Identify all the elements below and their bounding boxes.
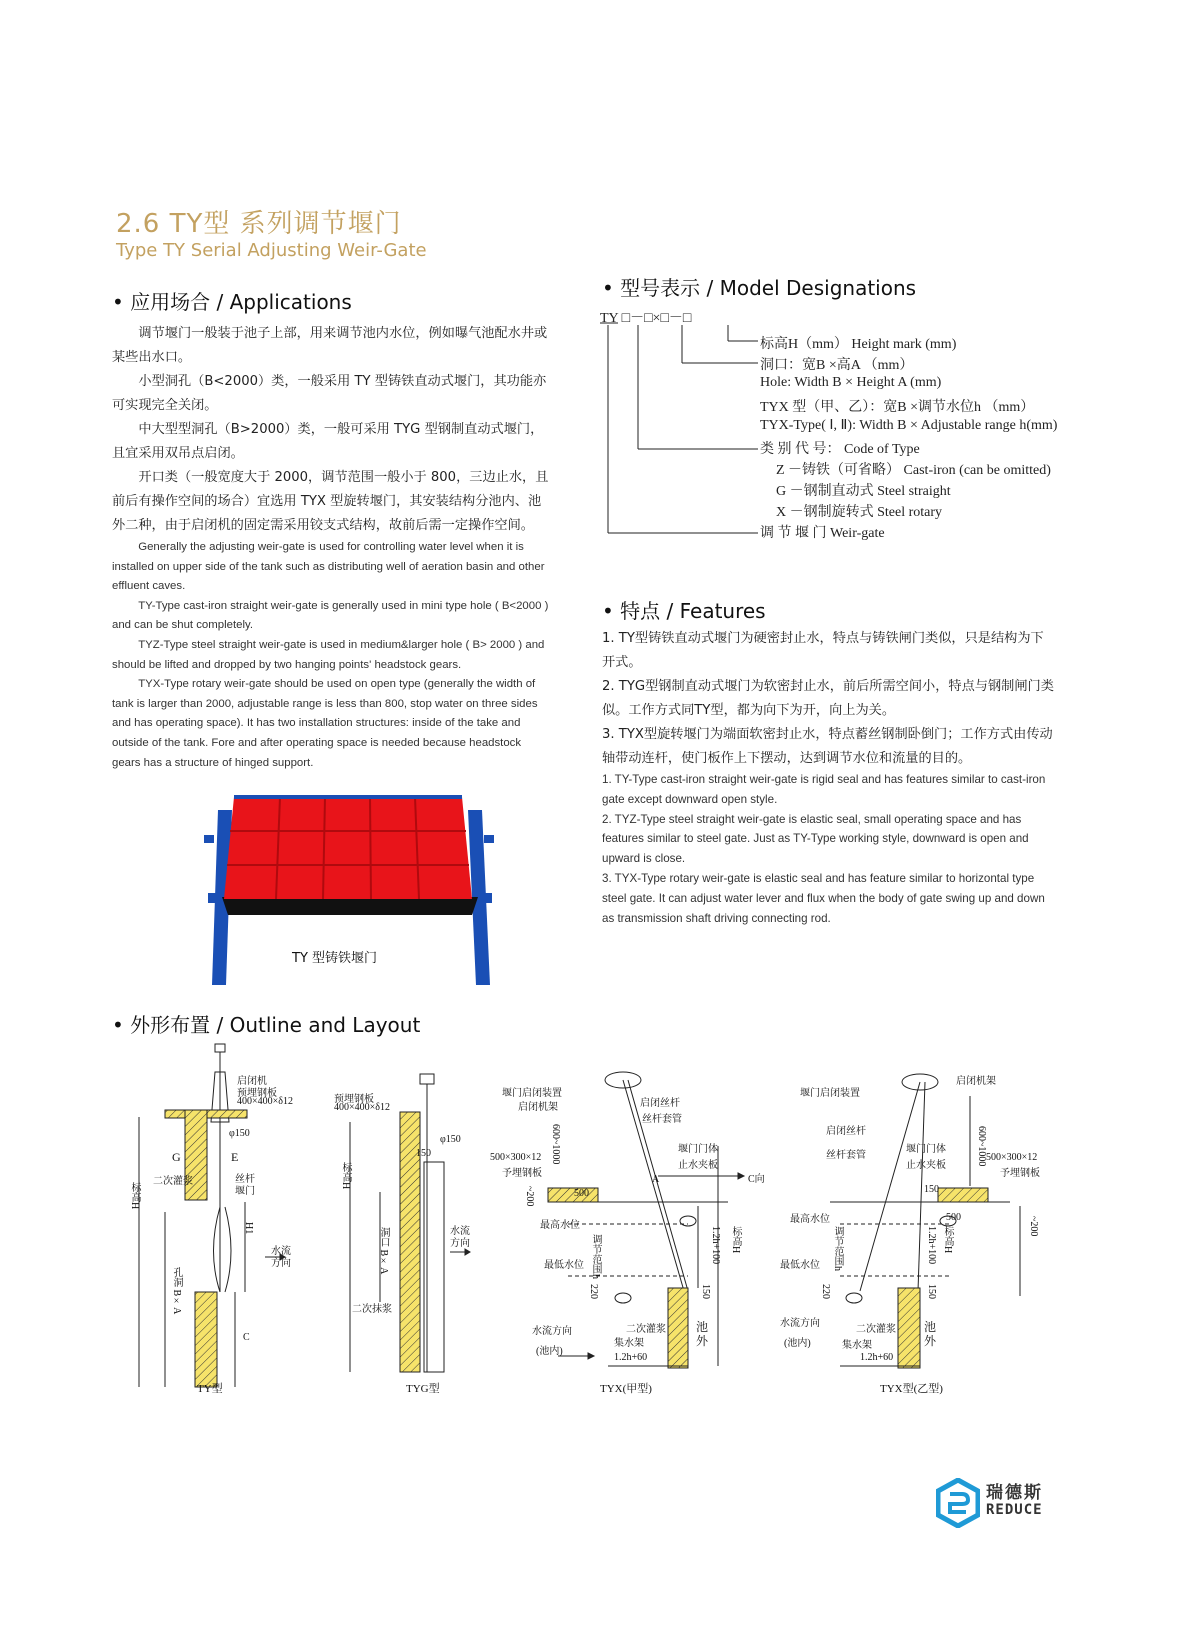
d3-caption: TYX(甲型): [600, 1383, 652, 1395]
d4-label: 水流方向: [780, 1318, 820, 1329]
applications-en-paragraph: Generally the adjusting weir-gate is used for controlling water level when it is installed on upper side of the tank such as distributing well of aeration basin and other effluent caves.: [112, 541, 545, 593]
d4-label: 150: [926, 1284, 937, 1299]
d4-label: 二次灌浆: [856, 1324, 896, 1335]
d4-label: 启闭机架: [956, 1076, 996, 1087]
d4-label: 堰门启闭装置: [800, 1088, 860, 1099]
model-line: X －钢制旋转式 Steel rotary: [776, 505, 943, 520]
d2-label: 预埋钢板: [334, 1094, 374, 1105]
d1-label: 二次灌浆: [153, 1176, 193, 1187]
model-diagram: [600, 305, 1100, 545]
d1-label: 预埋钢板: [237, 1088, 277, 1099]
drawing-tyg: [320, 1072, 480, 1402]
applications-en-paragraph: TYZ-Type steel straight weir-gate is used in medium&larger hole ( B> 2000 ) and should be lifted and dropped by two hanging points' headstock gears.: [112, 638, 545, 671]
applications-cn-paragraph: 开口类（一般宽度大于 2000，调节范围一般小于 800，三边止水，且前后有操作空间的场合）宜选用 TYX 型旋转堰门，其安装结构分池内、池外二种，由于启闭机的固定需采用铰支式结构，故前后需一定操作空间。: [112, 470, 549, 533]
model-heading: • 型号表示 / Model Designations: [602, 276, 917, 300]
d4-label: 启闭丝杆: [826, 1126, 866, 1137]
d3-label: 启闭丝杆: [640, 1098, 680, 1109]
d2-label: 标高H: [340, 1162, 351, 1190]
d4-label: 1.2h+100: [926, 1226, 937, 1265]
drawing-ty: [125, 1042, 305, 1402]
d3-label: A: [652, 1174, 660, 1185]
d3-label: 予埋钢板: [502, 1168, 542, 1179]
ty-gate-photo: [200, 795, 500, 995]
d4-label: 止水夹板: [906, 1160, 946, 1171]
d4-label: 600~1000: [976, 1126, 987, 1167]
d2-label: 400×400×δ12: [334, 1102, 390, 1113]
model-line: TYX 型（甲、乙）：宽B ×调节水位h （mm）: [760, 400, 1035, 415]
d3-label: 600~1000: [550, 1124, 561, 1165]
feature-en-item: 1. TY-Type cast-iron straight weir-gate is rigid seal and has features similar to cast-iron gate except downward open style.: [602, 773, 1046, 806]
d2-label: 方向: [450, 1238, 470, 1249]
brand-logo: [936, 1478, 1056, 1528]
model-bracket-lines: [600, 305, 770, 545]
d4-label: 外: [924, 1334, 937, 1348]
d3-label: 1.2h+60: [614, 1352, 648, 1363]
feature-cn-item: 1. TY型铸铁直动式堰门为硬密封止水，特点与铸铁闸门类似，只是结构为下开式。: [602, 631, 1044, 670]
d3-label: 标高H: [730, 1226, 741, 1254]
d3-label: 500×300×12: [490, 1152, 542, 1163]
d4-label: 集水架: [842, 1340, 872, 1351]
page-subtitle: Type TY Serial Adjusting Weir-Gate: [116, 240, 427, 261]
model-line: TYX-Type( Ⅰ, Ⅱ): Width B × Adjustable range h(mm): [760, 418, 1058, 433]
d1-label: 标高H: [129, 1182, 140, 1210]
d1-label: 方向: [271, 1258, 291, 1269]
d3-label: 止水夹板: [678, 1160, 718, 1171]
brand-name-en: REDUCE: [986, 1502, 1043, 1518]
model-line: 洞口：宽B ×高A （mm）: [760, 358, 914, 373]
d1-caption: TY型: [197, 1383, 223, 1395]
d1-label: 丝杆: [235, 1174, 255, 1185]
feature-cn-item: 2. TYG型钢制直动式堰门为软密封止水，前后所需空间小，特点与钢制闸门类似。工作方式同TY型，都为向下为开，向上为关。: [602, 679, 1054, 718]
model-line: Z －铸铁（可省略） Cast-iron (can be omitted): [776, 463, 1051, 478]
d4-label: 堰门门体: [906, 1144, 946, 1155]
d2-label: 水流: [450, 1226, 470, 1237]
d3-label: (池内): [536, 1346, 563, 1357]
d3-label: 外: [696, 1334, 709, 1348]
d3-label: 水流方向: [532, 1326, 572, 1337]
d1-label: φ150: [229, 1128, 250, 1139]
d1-label: 启闭机: [237, 1076, 267, 1087]
d4-label: 500: [946, 1212, 961, 1223]
photo-caption: TY 型铸铁堰门: [292, 951, 378, 966]
applications-cn: [112, 322, 552, 538]
model-line: 标高H（mm） Height mark (mm): [760, 337, 957, 352]
feature-en-item: 3. TYX-Type rotary weir-gate is elastic seal and has feature similar to horizontal type steel gate. It can adjust water lever and flux when the body of gate swing up and down as transmission shaft driving connecting rod.: [602, 871, 1045, 925]
brand-logo-icon: [936, 1478, 980, 1528]
d3-label: 调节范围h: [590, 1234, 601, 1279]
d2-label: φ150: [440, 1134, 461, 1145]
d3-label: 最高水位: [540, 1220, 580, 1231]
d4-label: 标高H: [942, 1226, 953, 1254]
d4-label: 丝杆套管: [826, 1150, 866, 1161]
applications-heading: • 应用场合 / Applications: [112, 290, 352, 314]
applications-en: [112, 538, 552, 773]
d4-label: 最低水位: [780, 1260, 820, 1271]
d1-label: 堰门: [235, 1186, 255, 1197]
d3-label: 二次灌浆: [626, 1324, 666, 1335]
d3-label: 启闭机架: [518, 1102, 558, 1113]
drawing-tyx-b: [780, 1066, 1070, 1402]
model-line: Hole: Width B × Height A (mm): [760, 375, 942, 390]
features-cn: [602, 627, 1054, 771]
d3-label: 池: [696, 1320, 709, 1334]
model-line: 调 节 堰 门 Weir-gate: [760, 526, 885, 541]
d3-label: 500: [574, 1188, 589, 1199]
d4-label: (池内): [784, 1338, 811, 1349]
d3-label: 220: [588, 1284, 599, 1299]
d4-label: 最高水位: [790, 1214, 830, 1225]
brand-name-cn: 瑞德斯: [986, 1483, 1043, 1503]
d2-label: 二次抹浆: [352, 1304, 392, 1315]
d4-label: 调节范围h: [832, 1226, 843, 1271]
d3-label: 丝杆套管: [642, 1114, 682, 1125]
d1-label: 400×400×δ12: [237, 1096, 293, 1107]
features-en: [602, 770, 1054, 928]
d1-label: H1: [243, 1222, 254, 1235]
d1-label: 水流: [271, 1246, 291, 1257]
applications-en-paragraph: TY-Type cast-iron straight weir-gate is generally used in mini type hole ( B<2000 ) and can be shut completely.: [112, 599, 549, 632]
d1-label: E: [231, 1150, 239, 1164]
feature-cn-item: 3. TYX型旋转堰门为端面软密封止水，特点蓄丝钢制卧倒门；工作方式由传动轴带动连杆，使门板作上下摆动，达到调节水位和流量的目的。: [602, 727, 1053, 766]
model-line: 类 别 代 号： Code of Type: [760, 442, 920, 457]
features-heading: • 特点 / Features: [602, 599, 766, 623]
d3-label: 集水架: [614, 1338, 644, 1349]
model-line: G －钢制直动式 Steel straight: [776, 484, 951, 499]
d3-label: 堰门门体: [678, 1144, 718, 1155]
d4-caption: TYX型(乙型): [880, 1383, 943, 1395]
page-title: 2.6 TY型 系列调节堰门: [116, 209, 402, 239]
d3-label: 150: [700, 1284, 711, 1299]
d3-label: ~200: [524, 1186, 535, 1207]
feature-en-item: 2. TYZ-Type steel straight weir-gate is elastic seal, small operating space and has features similar to steel gate. Just as TY-Type working style, downward is open and upward is close.: [602, 812, 1029, 866]
d3-label: 堰门启闭装置: [502, 1088, 562, 1099]
applications-en-paragraph: TYX-Type rotary weir-gate should be used on open type (generally the width of tank is larger than 2000, adjustable range is less than 800, stop water on three sides and has operating space). It has two installation structures: inside of the take and outside of the tank. Fore and after operating space is needed because headstock gears has a structure of hinged support.: [112, 678, 538, 769]
model-code: TY □－□×□－□: [600, 311, 692, 326]
d2-label: 150: [416, 1148, 431, 1159]
applications-cn-paragraph: 小型洞孔（B<2000）类，一般采用 TY 型铸铁直动式堰门，其功能亦可实现完全关闭。: [112, 374, 547, 413]
outline-heading: • 外形布置 / Outline and Layout: [112, 1013, 421, 1037]
d3-label: 1.2h+100: [710, 1226, 721, 1265]
d4-label: 予埋钢板: [1000, 1168, 1040, 1179]
d4-label: 150: [924, 1184, 939, 1195]
d2-caption: TYG型: [406, 1383, 440, 1395]
applications-cn-paragraph: 中大型型洞孔（B>2000）类，一般可采用 TYG 型钢制直动式堰门，且宜采用双吊点启闭。: [112, 422, 544, 461]
d1-label: G: [172, 1150, 181, 1164]
drawing-tyx-a: [488, 1066, 778, 1402]
applications-cn-paragraph: 调节堰门一般装于池子上部，用来调节池内水位，例如曝气池配水井或某些出水口。: [112, 326, 548, 365]
d4-label: 500×300×12: [986, 1152, 1038, 1163]
d4-label: 220: [820, 1284, 831, 1299]
d3-label: 最低水位: [544, 1260, 584, 1271]
d3-label: C向: [748, 1174, 765, 1185]
d4-label: 1.2h+60: [860, 1352, 894, 1363]
d2-label: 洞口 B×A: [378, 1227, 389, 1275]
d1-label: 孔洞 B×A: [171, 1267, 182, 1315]
d4-label: 池: [924, 1320, 937, 1334]
d4-label: ~200: [1028, 1216, 1039, 1237]
d1-label: C: [243, 1332, 250, 1343]
